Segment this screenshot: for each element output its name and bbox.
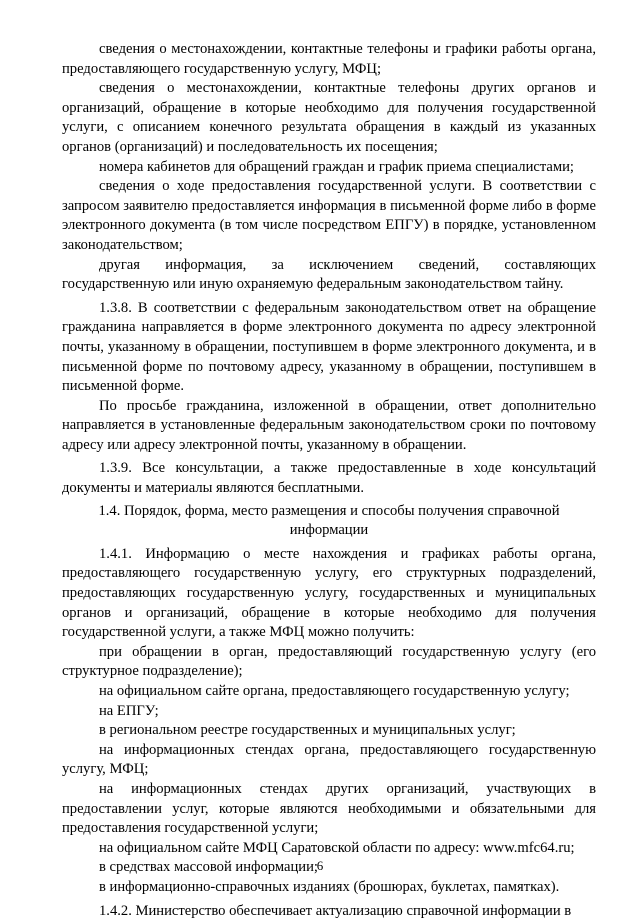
list-item-official-site: на официальном сайте органа, предоставляющего государственную услугу;	[99, 683, 570, 699]
list-item-in-person: при обращении в орган, предоставляющий государственную услугу (его структурное подразделение);	[62, 643, 596, 680]
list-item-info-stands-other: на информационных стендах других организаций, участвующих в предоставлении услуг, которые являются необходимыми и обязательными для предоставления государственной услуги;	[62, 780, 596, 837]
paragraph-1-3-8: 1.3.8. В соответствии с федеральным законодательством ответ на обращение гражданина направляется в форме электронного документа по адресу электронной почты, указанному в обращении, поступившем в форме электронного документа, и в письменной форме по почтовому адресу, указанному в обращении, поступившем в письменной форме.	[62, 299, 596, 395]
section-heading-1-4: 1.4. Порядок, форма, место размещения и способы получения справочной информации	[98, 502, 560, 539]
page-number: 6	[316, 858, 324, 873]
paragraph-1-4-1: 1.4.1. Информацию о месте нахождения и графиках работы органа, предоставляющего государственную услугу, его структурных подразделений, предоставляющих государственную услугу, государственных и муниципальных органов и организаций, обращение в которые необходимо для получения государственной услуги, а также МФЦ можно получить:	[62, 545, 596, 641]
list-item-mfc-site: на официальном сайте МФЦ Саратовской области по адресу: www.mfc64.ru;	[99, 839, 575, 856]
paragraph-service-progress: сведения о ходе предоставления государственной услуги. В соответствии с запросом заявителю предоставляется информация в письменной форме либо в форме электронного документа (в том числе посредством ЕПГУ) в порядке, установленном законодательством;	[62, 178, 596, 253]
paragraph-citizen-request: По просьбе гражданина, изложенной в обращении, ответ дополнительно направляется в установленные федеральным законодательством сроки по почтовому адресу или адресу электронной почты, указанному в обращении.	[62, 397, 596, 453]
paragraph-other-info: другая информация, за исключением сведений, составляющих государственную или иную охраняемую федеральным законодательством тайну.	[62, 256, 596, 293]
paragraph-office-numbers: номера кабинетов для обращений граждан и график приема специалистами;	[99, 158, 574, 175]
list-item-regional-registry: в региональном реестре государственных и муниципальных услуг;	[99, 722, 516, 739]
paragraph-location-info: сведения о местонахождении, контактные телефоны и графики работы органа, предоставляющего государственную услугу, МФЦ;	[62, 41, 596, 77]
document-page	[62, 40, 596, 921]
paragraph-1-4-2: 1.4.2. Министерство обеспечивает актуализацию справочной информации в	[99, 902, 572, 919]
paragraph-other-organs-info: сведения о местонахождении, контактные телефоны других органов и организаций, обращение в которые необходимо для получения государственной услуги, с описанием конечного результата обращения в каждый из указанных органов (организаций) и последовательность их посещения;	[62, 80, 596, 155]
list-item-mass-media: в средствах массовой информации;	[99, 859, 318, 876]
list-item-reference-publications: в информационно-справочных изданиях (брошюрах, буклетах, памятках).	[99, 878, 560, 895]
paragraph-1-3-9: 1.3.9. Все консультации, а также предоставленные в ходе консультаций документы и материалы являются бесплатными.	[62, 460, 596, 497]
list-item-epgu: на ЕПГУ;	[99, 702, 159, 719]
list-item-info-stands-organ: на информационных стендах органа, предоставляющего государственную услугу, МФЦ;	[62, 741, 596, 778]
